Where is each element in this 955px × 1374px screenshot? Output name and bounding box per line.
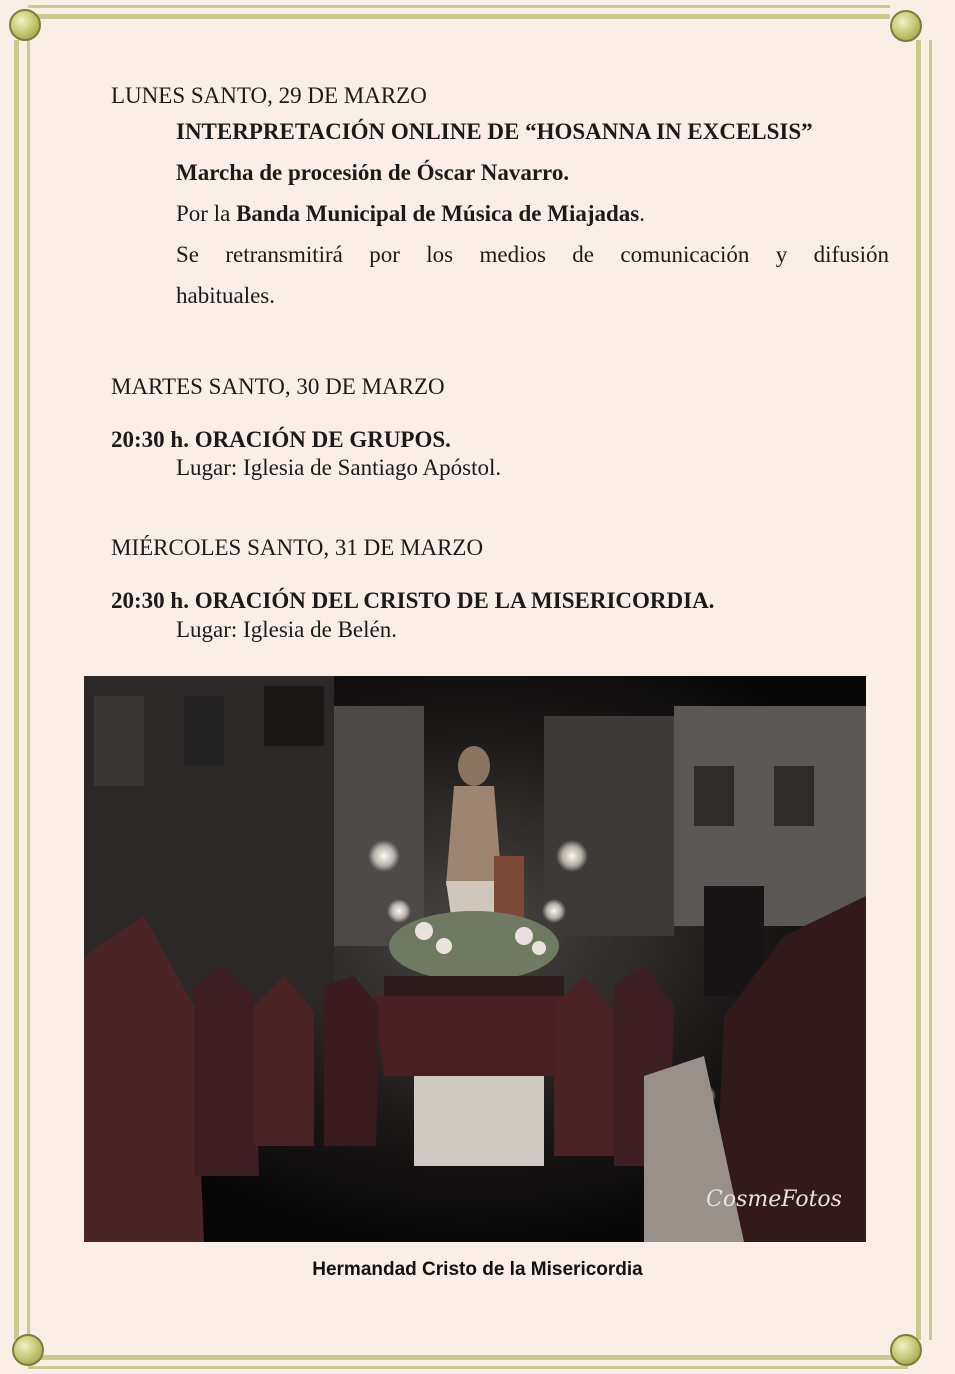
- miercoles-event: 20:30 h. ORACIÓN DEL CRISTO DE LA MISERICORDIA.: [111, 588, 715, 613]
- procession-photo-art: [84, 676, 866, 1242]
- border-left-inner: [27, 40, 30, 1340]
- lunes-heading: LUNES SANTO, 29 DE MARZO: [111, 83, 427, 108]
- photo-signature: CosmeFotos: [706, 1187, 842, 1212]
- performer-suffix: .: [639, 201, 645, 226]
- border-top-inner: [28, 14, 890, 19]
- lunes-broadcast-line1: Se retransmitirá por los medios de comunicación y difusión: [176, 242, 889, 267]
- performer-name: Banda Municipal de Música de Miajadas: [236, 201, 640, 226]
- border-right-outer: [916, 40, 921, 1340]
- martes-location: Lugar: Iglesia de Santiago Apóstol.: [176, 455, 502, 480]
- lunes-event-title: INTERPRETACIÓN ONLINE DE “HOSANNA IN EXCELSIS”: [176, 119, 813, 144]
- miercoles-heading: MIÉRCOLES SANTO, 31 DE MARZO: [111, 535, 484, 560]
- lunes-performer: [176, 201, 645, 227]
- border-bottom-outer: [28, 1366, 908, 1369]
- corner-ornament-bottom-left: [12, 1334, 44, 1366]
- border-right-inner: [929, 40, 932, 1340]
- martes-event: 20:30 h. ORACIÓN DE GRUPOS.: [111, 427, 451, 452]
- lunes-subtitle: Marcha de procesión de Óscar Navarro.: [176, 160, 570, 185]
- miercoles-location: Lugar: Iglesia de Belén.: [176, 617, 397, 642]
- border-left-outer: [14, 40, 19, 1340]
- corner-ornament-bottom-right: [890, 1334, 922, 1366]
- martes-heading: MARTES SANTO, 30 DE MARZO: [111, 374, 445, 399]
- border-bottom-inner: [28, 1355, 908, 1360]
- procession-photo: [84, 676, 866, 1242]
- performer-prefix: Por la: [176, 201, 231, 226]
- lunes-broadcast-line2: habituales.: [176, 283, 275, 308]
- border-top-outer: [28, 5, 890, 8]
- corner-ornament-top-right: [890, 10, 922, 42]
- photo-caption: Hermandad Cristo de la Misericordia: [312, 1259, 643, 1280]
- corner-ornament-top-left: [9, 9, 41, 41]
